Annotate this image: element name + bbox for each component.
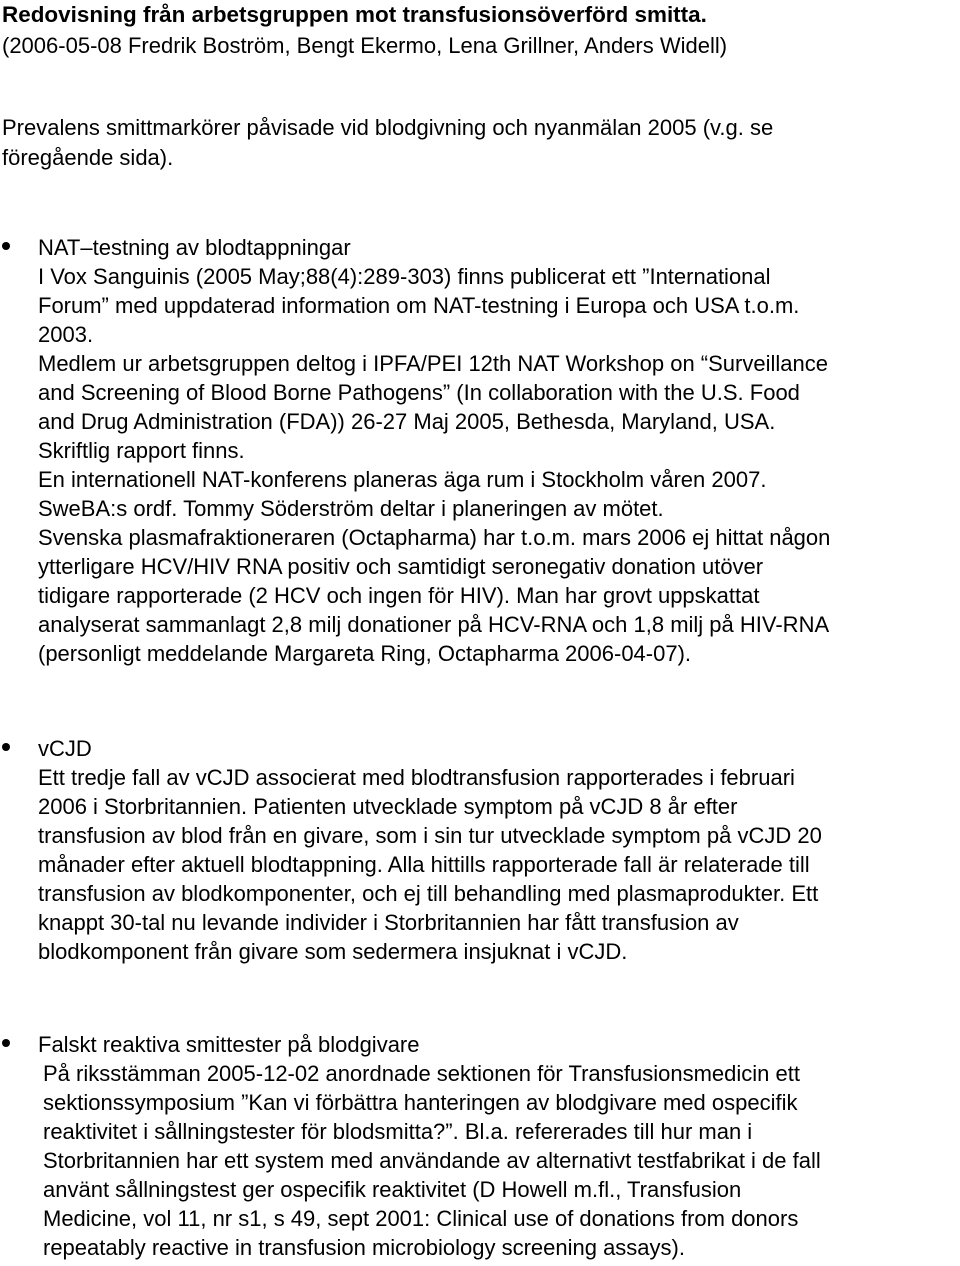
bullet-icon [2, 734, 14, 746]
section-text-line: Medlem ur arbetsgruppen deltog i IPFA/PEI 12th NAT Workshop on “Surveillance [38, 351, 828, 376]
section-text-line: and Drug Administration (FDA)) 26-27 Maj 2005, Bethesda, Maryland, USA. [38, 409, 776, 434]
section-text-line: blodkomponent från givare som sedermera insjuknat i vCJD. [38, 939, 628, 964]
intro-line: föregående sida). [2, 145, 174, 170]
section-text-line: Forum” med uppdaterad information om NAT-testning i Europa och USA t.o.m. [38, 293, 800, 318]
section-text-line: knappt 30-tal nu levande individer i Storbritannien har fått transfusion av [38, 910, 739, 935]
intro-line: Prevalens smittmarkörer påvisade vid blodgivning och nyanmälan 2005 (v.g. se [2, 115, 774, 140]
section-text-line: På riksstämman 2005-12-02 anordnade sektionen för Transfusionsmedicin ett [43, 1061, 800, 1086]
section-text-line: Ett tredje fall av vCJD associerat med blodtransfusion rapporterades i februari [38, 765, 795, 790]
section-text-line: transfusion av blodkomponenter, och ej till behandling med plasmaprodukter. Ett [38, 881, 819, 906]
section-text-line: månader efter aktuell blodtappning. Alla hittills rapporterade fall är relaterade till [38, 852, 810, 877]
section-text-line: transfusion av blod från en givare, som i sin tur utvecklade symptom på vCJD 20 [38, 823, 822, 848]
section-text-line: (personligt meddelande Margareta Ring, Octapharma 2006-04-07). [38, 641, 692, 666]
intro-authors: (2006-05-08 Fredrik Boström, Bengt Ekermo, Lena Grillner, Anders Widell) [2, 33, 728, 58]
section-text-line: sektionssymposium ”Kan vi förbättra hanteringen av blodgivare med ospecifik [43, 1090, 798, 1115]
section-heading-false-reactive: Falskt reaktiva smittester på blodgivare [38, 1032, 420, 1057]
section-text-line: Medicine, vol 11, nr s1, s 49, sept 2001: Clinical use of donations from donors [43, 1206, 799, 1231]
section-text-line: ytterligare HCV/HIV RNA positiv och samtidigt seronegativ donation utöver [38, 554, 764, 579]
section-text-line: Svenska plasmafraktioneraren (Octapharma) har t.o.m. mars 2006 ej hittat någon [38, 525, 831, 550]
section-text-line: 2003. [38, 322, 94, 347]
section-text-line: SweBA:s ordf. Tommy Söderström deltar i planeringen av mötet. [38, 496, 664, 521]
bullet-icon [2, 233, 14, 245]
section-heading-nat: NAT–testning av blodtappningar [38, 235, 351, 260]
bullet-icon [2, 1030, 14, 1042]
section-text-line: Storbritannien har ett system med användande av alternativt testfabrikat i de fall [43, 1148, 821, 1173]
section-heading-vcjd: vCJD [38, 736, 92, 761]
section-text-line: använt sållningstest ger ospecifik reaktivitet (D Howell m.fl., Transfusion [43, 1177, 742, 1202]
section-text-line: 2006 i Storbritannien. Patienten utvecklade symptom på vCJD 8 år efter [38, 794, 738, 819]
document-title: Redovisning från arbetsgruppen mot transfusionsöverförd smitta. [2, 2, 707, 27]
section-text-line: En internationell NAT-konferens planeras äga rum i Stockholm våren 2007. [38, 467, 767, 492]
section-text-line: and Screening of Blood Borne Pathogens” (In collaboration with the U.S. Food [38, 380, 800, 405]
section-text-line: Skriftlig rapport finns. [38, 438, 245, 463]
section-text-line: analyserat sammanlagt 2,8 milj donationer på HCV-RNA och 1,8 milj på HIV-RNA [38, 612, 830, 637]
section-text-line: reaktivitet i sållningstester för blodsmitta?”. Bl.a. refererades till hur man i [43, 1119, 753, 1144]
section-text-line: repeatably reactive in transfusion microbiology screening assays). [43, 1235, 685, 1260]
section-text-line: I Vox Sanguinis (2005 May;88(4):289-303) finns publicerat ett ”International [38, 264, 771, 289]
section-text-line: tidigare rapporterade (2 HCV och ingen för HIV). Man har grovt uppskattat [38, 583, 760, 608]
